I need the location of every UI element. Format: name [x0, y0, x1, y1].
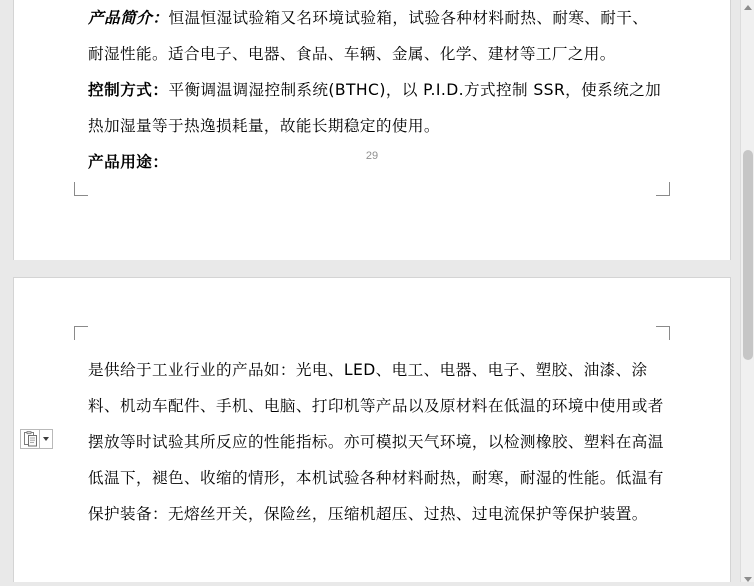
- clipboard-icon: [21, 430, 39, 448]
- page-2-text-block: [88, 352, 664, 532]
- triangle-up-icon: [744, 5, 752, 10]
- vertical-scrollbar[interactable]: [740, 0, 754, 586]
- crop-mark-top-right-icon: [656, 326, 670, 340]
- paragraph-lead-product-usage: 产品用途：: [88, 153, 169, 171]
- crop-mark-top-left-icon: [74, 326, 88, 340]
- window-bottom-edge: [0, 582, 754, 586]
- paragraph-body-control-method: 平衡调温调湿控制系统(BTHC)，以 P.I.D.方式控制 SSR，使系统之加热加湿量等于热逸损耗量，故能长期稳定的使用。: [88, 81, 662, 135]
- paste-options-widget[interactable]: [20, 428, 53, 450]
- document-page-2[interactable]: [14, 278, 730, 586]
- document-page-1[interactable]: [14, 0, 730, 260]
- paste-options-dropdown-button[interactable]: [40, 429, 53, 449]
- scrollbar-thumb[interactable]: [743, 150, 753, 360]
- paragraph-control-method: [88, 72, 664, 144]
- scrollbar-up-button[interactable]: [741, 0, 754, 14]
- page-separator: [0, 260, 754, 278]
- crop-mark-bottom-right-icon: [656, 182, 670, 196]
- paragraph-lead-control-method: 控制方式：: [88, 81, 169, 99]
- paragraph-body-product-intro: 恒温恒湿试验箱又名环境试验箱，试验各种材料耐热、耐寒、耐干、耐湿性能。适合电子、电器、食品、车辆、金属、化学、建材等工厂之用。: [88, 9, 649, 63]
- page-number-1: 29: [365, 150, 379, 162]
- paste-options-button[interactable]: [20, 429, 40, 449]
- triangle-down-icon: [744, 577, 752, 582]
- chevron-down-icon: [43, 437, 49, 441]
- paragraph-product-usage-body: 是供给于工业行业的产品如：光电、LED、电工、电器、电子、塑胶、油漆、涂料、机动车配件、手机、电脑、打印机等产品以及原材料在低温的环境中使用或者摆放等时试验其所反应的性能指标。亦可模拟天气环境，以检测橡胶、塑料在高温低温下，褪色、收缩的情形，本机试验各种材料耐热，耐寒，耐湿的性能。低温有保护装备：无熔丝开关，保险丝，压缩机超压、过热、过电流保护等保护装置。: [88, 361, 664, 523]
- paragraph-product-intro: [88, 0, 664, 72]
- crop-mark-bottom-left-icon: [74, 182, 88, 196]
- paragraph-lead-product-intro: 产品简介：: [88, 9, 169, 27]
